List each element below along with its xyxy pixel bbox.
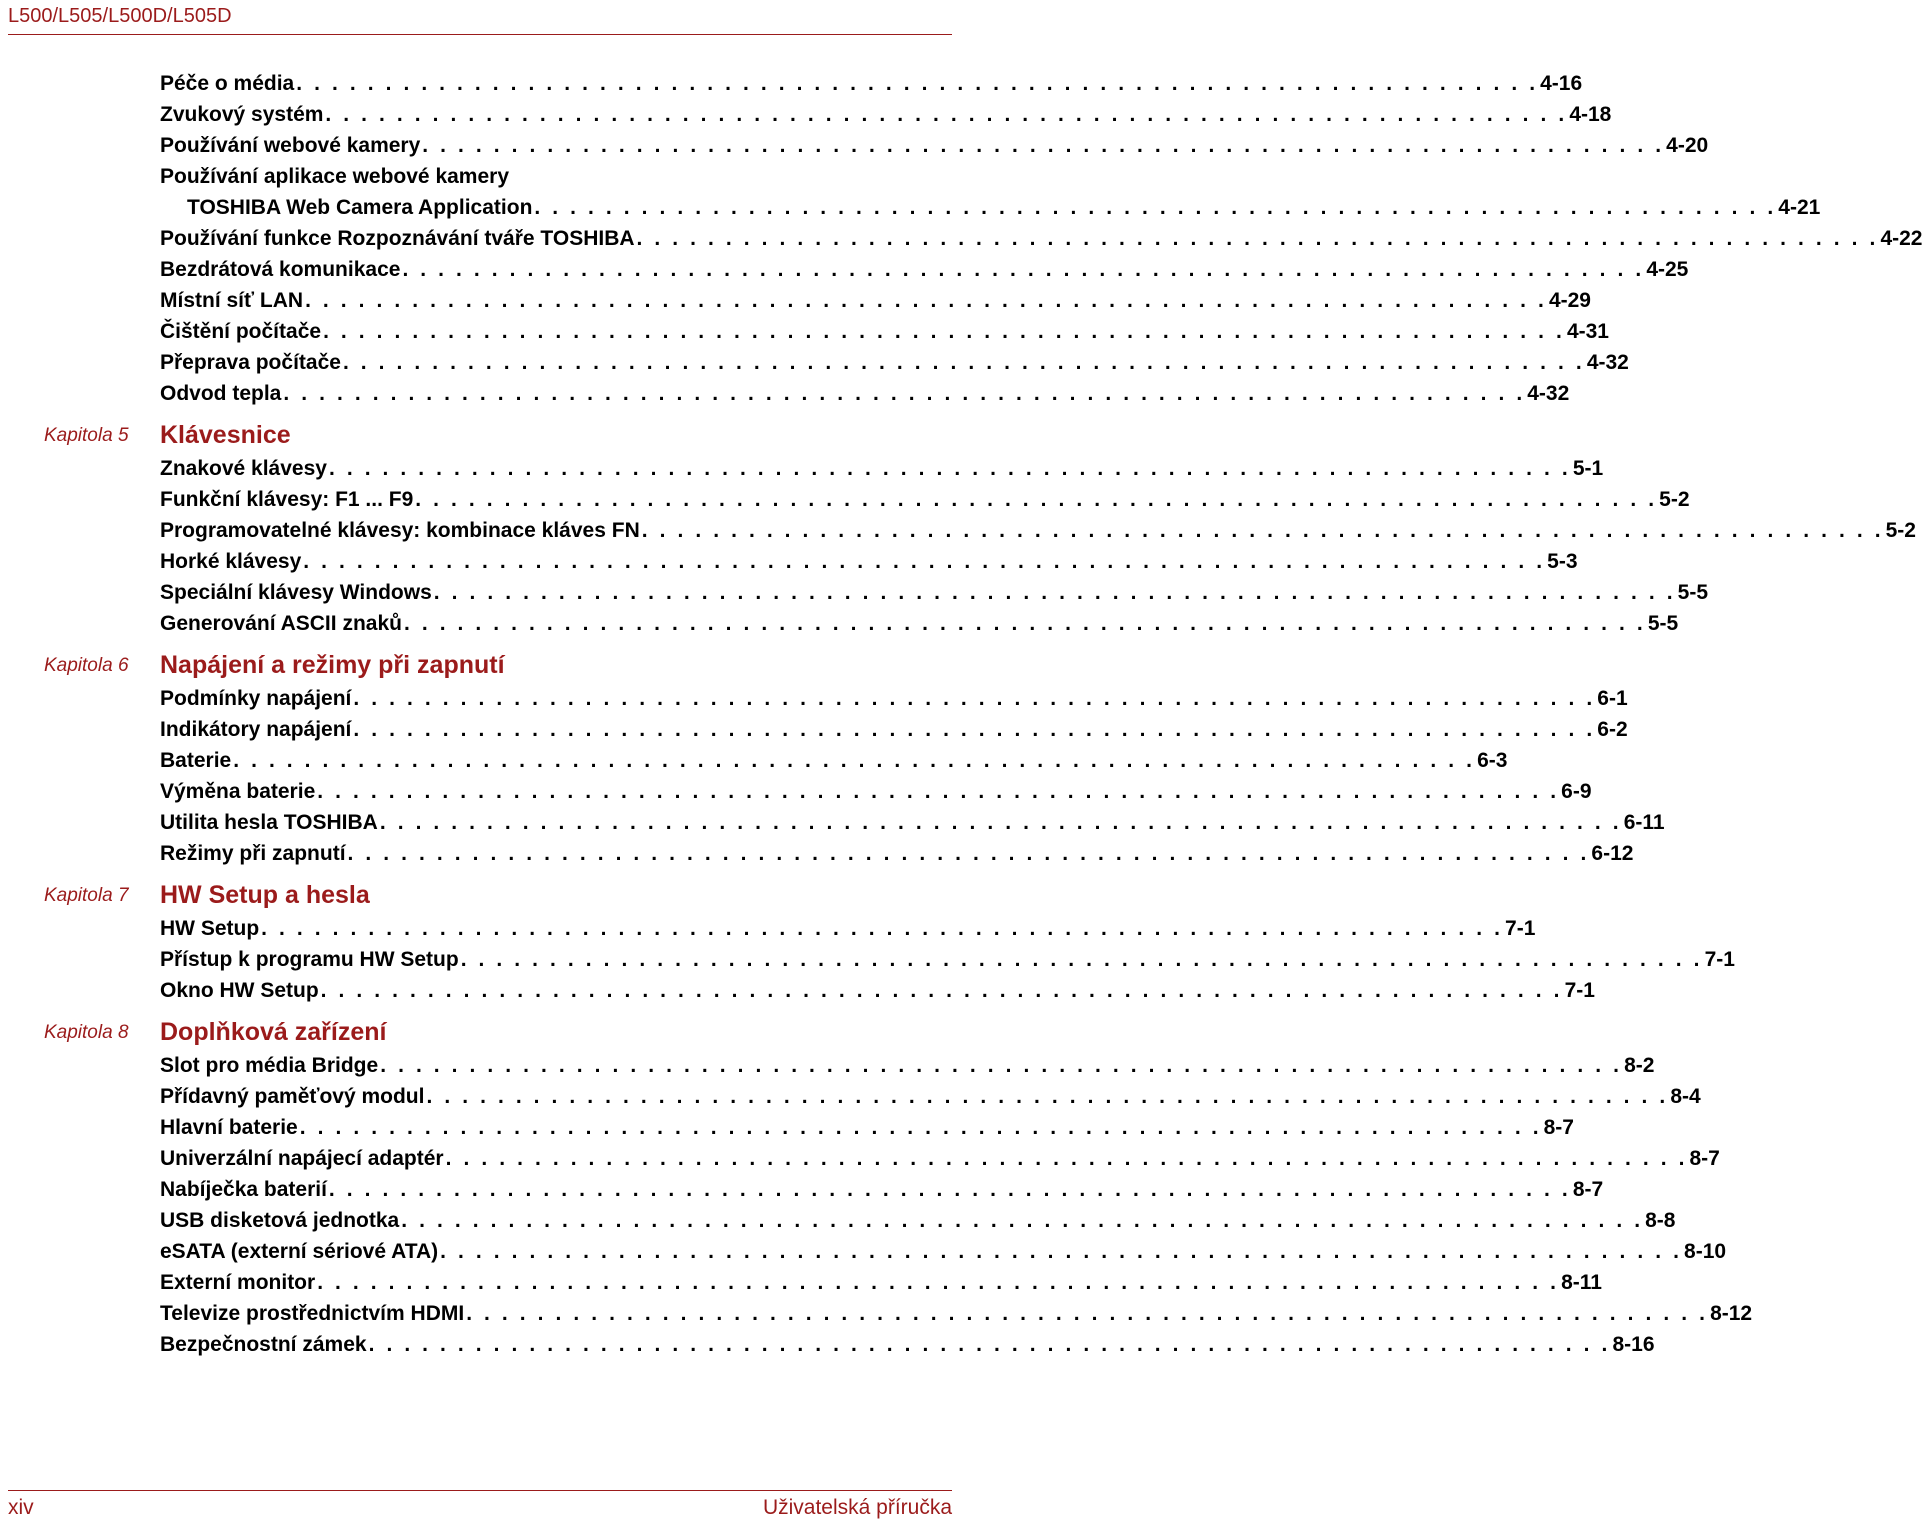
- chapter-title[interactable]: Doplňková zařízení: [160, 1018, 387, 1046]
- dot-leader: . . . . . . . . . . . . . . . . . . . . . . . . . . . . . . . . . . . . . . . . . . . . . . . . . . . . . . . . . . . . . . . . . . . . . .: [466, 1302, 1709, 1325]
- toc-entry[interactable]: [0, 1174, 1604, 1205]
- toc-entry-label: TOSHIBA Web Camera Application: [187, 196, 533, 219]
- toc-entry-page: 8-7: [1689, 1147, 1720, 1170]
- toc-entry[interactable]: [0, 223, 1923, 254]
- toc-entry-label: Programovatelné klávesy: kombinace kláves FN: [160, 519, 640, 542]
- dot-leader: . . . . . . . . . . . . . . . . . . . . . . . . . . . . . . . . . . . . . . . . . . . . . . . . . . . . . . . . . . . . . . . . . . . . . .: [296, 72, 1539, 95]
- toc-entry-page: 8-2: [1624, 1054, 1655, 1077]
- toc-entry-label: Univerzální napájecí adaptér: [160, 1147, 444, 1170]
- toc-entry[interactable]: [0, 254, 1689, 285]
- toc-entry[interactable]: [0, 453, 1604, 484]
- toc-entry-label: Režimy při zapnutí: [160, 842, 346, 865]
- toc-entry-page: 7-1: [1564, 979, 1595, 1002]
- toc-entry-page: 8-12: [1710, 1302, 1753, 1325]
- dot-leader: . . . . . . . . . . . . . . . . . . . . . . . . . . . . . . . . . . . . . . . . . . . . . . . . . . . . . . . . . . . . . . . . . . . . . .: [368, 1333, 1611, 1356]
- toc-entry-page: 6-1: [1597, 687, 1628, 710]
- toc-entry-label: Bezdrátová komunikace: [160, 258, 401, 281]
- toc-entry-label: Odvod tepla: [160, 382, 282, 405]
- dot-leader: . . . . . . . . . . . . . . . . . . . . . . . . . . . . . . . . . . . . . . . . . . . . . . . . . . . . . . . . . . . . . . . . . . . . . .: [317, 780, 1560, 803]
- toc-entry-label: Hlavní baterie: [160, 1116, 298, 1139]
- dot-leader: . . . . . . . . . . . . . . . . . . . . . . . . . . . . . . . . . . . . . . . . . . . . . . . . . . . . . . . . . . . . . . . . . . . . . .: [415, 488, 1658, 511]
- toc-entry[interactable]: [0, 316, 1609, 347]
- toc-entry[interactable]: [0, 745, 1508, 776]
- dot-leader: . . . . . . . . . . . . . . . . . . . . . . . . . . . . . . . . . . . . . . . . . . . . . . . . . . . . . . . . . . . . . . . . . . . . . .: [353, 687, 1596, 710]
- toc-entry-label: Funkční klávesy: F1 ... F9: [160, 488, 414, 511]
- toc-entry-page: 4-18: [1569, 103, 1612, 126]
- toc-entry-page: 5-1: [1572, 457, 1604, 480]
- toc-entry[interactable]: [0, 515, 1916, 546]
- footer-title: Uživatelská příručka: [762, 1496, 952, 1519]
- toc-entry-page: 4-21: [1778, 196, 1821, 219]
- dot-leader: . . . . . . . . . . . . . . . . . . . . . . . . . . . . . . . . . . . . . . . . . . . . . . . . . . . . . . . . . . . . . . . . . . . . . .: [303, 550, 1546, 573]
- dot-leader: . . . . . . . . . . . . . . . . . . . . . . . . . . . . . . . . . . . . . . . . . . . . . . . . . . . . . . . . . . . . . . . . . . . . . .: [534, 196, 1777, 219]
- toc-entry-label: Horké klávesy: [160, 550, 302, 573]
- toc-entry[interactable]: [0, 1205, 1676, 1236]
- toc-entry-label: HW Setup: [160, 917, 260, 940]
- dot-leader: . . . . . . . . . . . . . . . . . . . . . . . . . . . . . . . . . . . . . . . . . . . . . . . . . . . . . . . . . . . . . . . . . . . . . .: [379, 811, 1622, 834]
- dot-leader: . . . . . . . . . . . . . . . . . . . . . . . . . . . . . . . . . . . . . . . . . . . . . . . . . . . . . . . . . . . . . . . . . . . . . .: [323, 320, 1565, 343]
- toc-entry[interactable]: [0, 838, 1634, 869]
- dot-leader: . . . . . . . . . . . . . . . . . . . . . . . . . . . . . . . . . . . . . . . . . . . . . . . . . . . . . . . . . . . . . . . . . . . . . .: [422, 134, 1665, 157]
- page-footer: [8, 1490, 952, 1527]
- toc-entry-label: Slot pro média Bridge: [160, 1054, 379, 1077]
- toc-entry[interactable]: [0, 130, 1709, 161]
- dot-leader: . . . . . . . . . . . . . . . . . . . . . . . . . . . . . . . . . . . . . . . . . . . . . . . . . . . . . . . . . . . . . . . . . . . . . .: [325, 103, 1568, 126]
- dot-leader: . . . . . . . . . . . . . . . . . . . . . . . . . . . . . . . . . . . . . . . . . . . . . . . . . . . . . . . . . . . . . . . . . . . . . .: [445, 1147, 1688, 1170]
- toc-entry-page: 5-2: [1885, 519, 1916, 542]
- toc-entry-page: 6-9: [1561, 780, 1592, 803]
- toc-entry-page: 8-10: [1684, 1240, 1727, 1263]
- header-title: L500/L505/L500D/L505D: [8, 5, 232, 27]
- toc-entry-page: 7-1: [1505, 917, 1536, 940]
- toc-entry-page: 4-16: [1540, 72, 1583, 95]
- dot-leader: . . . . . . . . . . . . . . . . . . . . . . . . . . . . . . . . . . . . . . . . . . . . . . . . . . . . . . . . . . . . . . . . . . . . . .: [283, 382, 1526, 405]
- dot-leader: . . . . . . . . . . . . . . . . . . . . . . . . . . . . . . . . . . . . . . . . . . . . . . . . . . . . . . . . . . . . . . . . . . . . . .: [433, 581, 1676, 604]
- dot-leader: . . . . . . . . . . . . . . . . . . . . . . . . . . . . . . . . . . . . . . . . . . . . . . . . . . . . . . . . . . . . . . . . . . . . . .: [440, 1240, 1683, 1263]
- toc-entry[interactable]: [0, 1298, 1753, 1329]
- toc-entry-page: 8-16: [1612, 1333, 1655, 1356]
- toc-entry[interactable]: [0, 1112, 1574, 1143]
- dot-leader: . . . . . . . . . . . . . . . . . . . . . . . . . . . . . . . . . . . . . . . . . . . . . . . . . . . . . . . . . . . . . . . . . . . . . .: [403, 612, 1646, 635]
- dot-leader: . . . . . . . . . . . . . . . . . . . . . . . . . . . . . . . . . . . . . . . . . . . . . . . . . . . . . . . . . . . . . . . . . . . . . .: [299, 1116, 1542, 1139]
- toc-entry-label: Čištění počítače: [160, 320, 322, 343]
- toc-entry-label: Přídavný paměťový modul: [160, 1085, 425, 1108]
- toc-entry-label: Baterie: [160, 749, 232, 772]
- toc-entry[interactable]: [0, 776, 1592, 807]
- toc-entry[interactable]: [0, 285, 1591, 316]
- dot-leader: . . . . . . . . . . . . . . . . . . . . . . . . . . . . . . . . . . . . . . . . . . . . . . . . . . . . . . . . . . . . . . . . . . . . . .: [402, 258, 1645, 281]
- toc-entry-page: 4-20: [1666, 134, 1709, 157]
- dot-leader: . . . . . . . . . . . . . . . . . . . . . . . . . . . . . . . . . . . . . . . . . . . . . . . . . . . . . . . . . . . . . . . . . . . . . .: [401, 1209, 1644, 1232]
- toc-entry-label: Okno HW Setup: [160, 979, 319, 1002]
- toc-entry-label: Používání webové kamery: [160, 134, 421, 157]
- toc-entry[interactable]: [0, 1267, 1602, 1298]
- chapter-heading: [0, 639, 960, 683]
- dot-leader: . . . . . . . . . . . . . . . . . . . . . . . . . . . . . . . . . . . . . . . . . . . . . . . . . . . . . . . . . . . . . . . . . . . . . .: [347, 842, 1590, 865]
- toc-entry-label: Péče o média: [160, 72, 295, 95]
- dot-leader: . . . . . . . . . . . . . . . . . . . . . . . . . . . . . . . . . . . . . . . . . . . . . . . . . . . . . . . . . . . . . . . . . . . . . .: [233, 749, 1476, 772]
- toc-entry-label: Znakové klávesy: [160, 457, 327, 480]
- dot-leader: . . . . . . . . . . . . . . . . . . . . . . . . . . . . . . . . . . . . . . . . . . . . . . . . . . . . . . . . . . . . . . . . . . . . . .: [328, 457, 1571, 480]
- toc-entry-page: 8-8: [1645, 1209, 1676, 1232]
- toc-entry-page: 8-7: [1572, 1178, 1604, 1201]
- toc-entry-page: 6-3: [1477, 749, 1508, 772]
- dot-leader: . . . . . . . . . . . . . . . . . . . . . . . . . . . . . . . . . . . . . . . . . . . . . . . . . . . . . . . . . . . . . . . . . . . . . .: [305, 289, 1547, 312]
- toc-entry-page: 6-12: [1591, 842, 1634, 865]
- dot-leader: . . . . . . . . . . . . . . . . . . . . . . . . . . . . . . . . . . . . . . . . . . . . . . . . . . . . . . . . . . . . . . . . . . . . . .: [426, 1085, 1669, 1108]
- toc-entry-label: Externí monitor: [160, 1271, 316, 1294]
- toc-entry-page: 8-11: [1561, 1271, 1602, 1294]
- chapter-title[interactable]: HW Setup a hesla: [160, 881, 370, 909]
- toc-entry-page: 5-5: [1677, 581, 1708, 604]
- toc-entry[interactable]: [0, 1081, 1701, 1112]
- toc-entry[interactable]: [0, 577, 1708, 608]
- toc-entry[interactable]: [0, 807, 1665, 838]
- toc-entry[interactable]: [0, 944, 1735, 975]
- toc-entry-page: 4-32: [1527, 382, 1570, 405]
- toc-entry-label: Nabíječka baterií: [160, 1178, 327, 1201]
- toc-entry[interactable]: [0, 161, 960, 192]
- toc-entry[interactable]: [0, 484, 1690, 515]
- toc-entry-label: Výměna baterie: [160, 780, 316, 803]
- toc-entry-page: 4-22: [1880, 227, 1923, 250]
- toc-entry[interactable]: [0, 714, 1628, 745]
- toc-entry[interactable]: [0, 1236, 1727, 1267]
- toc-entry-label: Indikátory napájení: [160, 718, 352, 741]
- footer-page-number: xiv: [8, 1496, 34, 1519]
- toc-entry-page: 6-2: [1597, 718, 1628, 741]
- chapter-heading: [0, 409, 960, 453]
- toc-entry-page: 5-3: [1547, 550, 1578, 573]
- dot-leader: . . . . . . . . . . . . . . . . . . . . . . . . . . . . . . . . . . . . . . . . . . . . . . . . . . . . . . . . . . . . . . . . . . . . . .: [353, 718, 1596, 741]
- toc-entry-label: Generování ASCII znaků: [160, 612, 402, 635]
- toc-entry-page: 7-1: [1704, 948, 1735, 971]
- toc-entry-page: 6-11: [1623, 811, 1665, 834]
- toc-entry-label: Utilita hesla TOSHIBA: [160, 811, 378, 834]
- chapter-label: Kapitola 6: [44, 655, 129, 676]
- toc-entry[interactable]: [0, 975, 1595, 1006]
- chapter-label: Kapitola 7: [44, 885, 129, 906]
- toc-entry[interactable]: [0, 347, 1629, 378]
- chapter-title[interactable]: Napájení a režimy při zapnutí: [160, 651, 505, 679]
- toc-entry-label: eSATA (externí sériové ATA): [160, 1240, 439, 1263]
- toc-entry-label: Televize prostřednictvím HDMI: [160, 1302, 465, 1325]
- dot-leader: . . . . . . . . . . . . . . . . . . . . . . . . . . . . . . . . . . . . . . . . . . . . . . . . . . . . . . . . . . . . . . . . . . . . . .: [460, 948, 1703, 971]
- toc-entry-page: 4-29: [1548, 289, 1591, 312]
- toc-entry-label: USB disketová jednotka: [160, 1209, 400, 1232]
- toc-entry-label: Místní síť LAN: [160, 289, 304, 312]
- toc-entry-label: Bezpečnostní zámek: [160, 1333, 367, 1356]
- chapter-label: Kapitola 8: [44, 1022, 129, 1043]
- toc-entry-page: 5-5: [1647, 612, 1679, 635]
- dot-leader: . . . . . . . . . . . . . . . . . . . . . . . . . . . . . . . . . . . . . . . . . . . . . . . . . . . . . . . . . . . . . . . . . . . . . .: [328, 1178, 1571, 1201]
- toc-entry-label: Používání aplikace webové kamery: [160, 165, 510, 188]
- dot-leader: . . . . . . . . . . . . . . . . . . . . . . . . . . . . . . . . . . . . . . . . . . . . . . . . . . . . . . . . . . . . . . . . . . . . . .: [317, 1271, 1560, 1294]
- dot-leader: . . . . . . . . . . . . . . . . . . . . . . . . . . . . . . . . . . . . . . . . . . . . . . . . . . . . . . . . . . . . . . . . . . . . . .: [320, 979, 1563, 1002]
- toc-entry-label: Zvukový systém: [160, 103, 324, 126]
- toc-entry[interactable]: [0, 683, 1628, 714]
- chapter-label: Kapitola 5: [44, 425, 129, 446]
- chapter-title[interactable]: Klávesnice: [160, 421, 291, 449]
- chapter-heading: [0, 869, 960, 913]
- toc-entry-label: Používání funkce Rozpoznávání tváře TOSHIBA: [160, 227, 635, 250]
- page-header: [8, 2, 952, 35]
- toc-entry[interactable]: [0, 99, 1612, 130]
- chapter-heading: [0, 1006, 960, 1050]
- toc-entry-page: 5-2: [1659, 488, 1690, 511]
- toc-entry-page: 4-32: [1586, 351, 1629, 374]
- toc-entry[interactable]: [0, 1329, 1655, 1360]
- toc-entry-label: Speciální klávesy Windows: [160, 581, 432, 604]
- toc-entry[interactable]: [0, 913, 1536, 944]
- dot-leader: . . . . . . . . . . . . . . . . . . . . . . . . . . . . . . . . . . . . . . . . . . . . . . . . . . . . . . . . . . . . . . . . . . . . . .: [641, 519, 1884, 542]
- toc-entry[interactable]: [0, 68, 1583, 99]
- dot-leader: . . . . . . . . . . . . . . . . . . . . . . . . . . . . . . . . . . . . . . . . . . . . . . . . . . . . . . . . . . . . . . . . . . . . . .: [342, 351, 1585, 374]
- toc-entry[interactable]: [0, 608, 1679, 639]
- toc-entry[interactable]: [0, 1050, 1655, 1081]
- toc-entry-page: 4-25: [1646, 258, 1689, 281]
- dot-leader: . . . . . . . . . . . . . . . . . . . . . . . . . . . . . . . . . . . . . . . . . . . . . . . . . . . . . . . . . . . . . . . . . . . . . .: [261, 917, 1504, 940]
- toc-entry[interactable]: [0, 1143, 1720, 1174]
- toc-entry-label: Přístup k programu HW Setup: [160, 948, 459, 971]
- toc-entry[interactable]: [0, 378, 1570, 409]
- toc-entry-page: 4-31: [1566, 320, 1609, 343]
- toc-entry-page: 8-7: [1543, 1116, 1574, 1139]
- dot-leader: . . . . . . . . . . . . . . . . . . . . . . . . . . . . . . . . . . . . . . . . . . . . . . . . . . . . . . . . . . . . . . . . . . . . . .: [380, 1054, 1623, 1077]
- toc-entry[interactable]: [0, 546, 1578, 577]
- toc-entry-label: Podmínky napájení: [160, 687, 352, 710]
- table-of-contents: [0, 68, 1923, 1360]
- toc-entry-page: 8-4: [1670, 1085, 1701, 1108]
- toc-entry-label: Přeprava počítače: [160, 351, 341, 374]
- dot-leader: . . . . . . . . . . . . . . . . . . . . . . . . . . . . . . . . . . . . . . . . . . . . . . . . . . . . . . . . . . . . . . . . . . . . . .: [636, 227, 1879, 250]
- toc-entry[interactable]: [0, 192, 1821, 223]
